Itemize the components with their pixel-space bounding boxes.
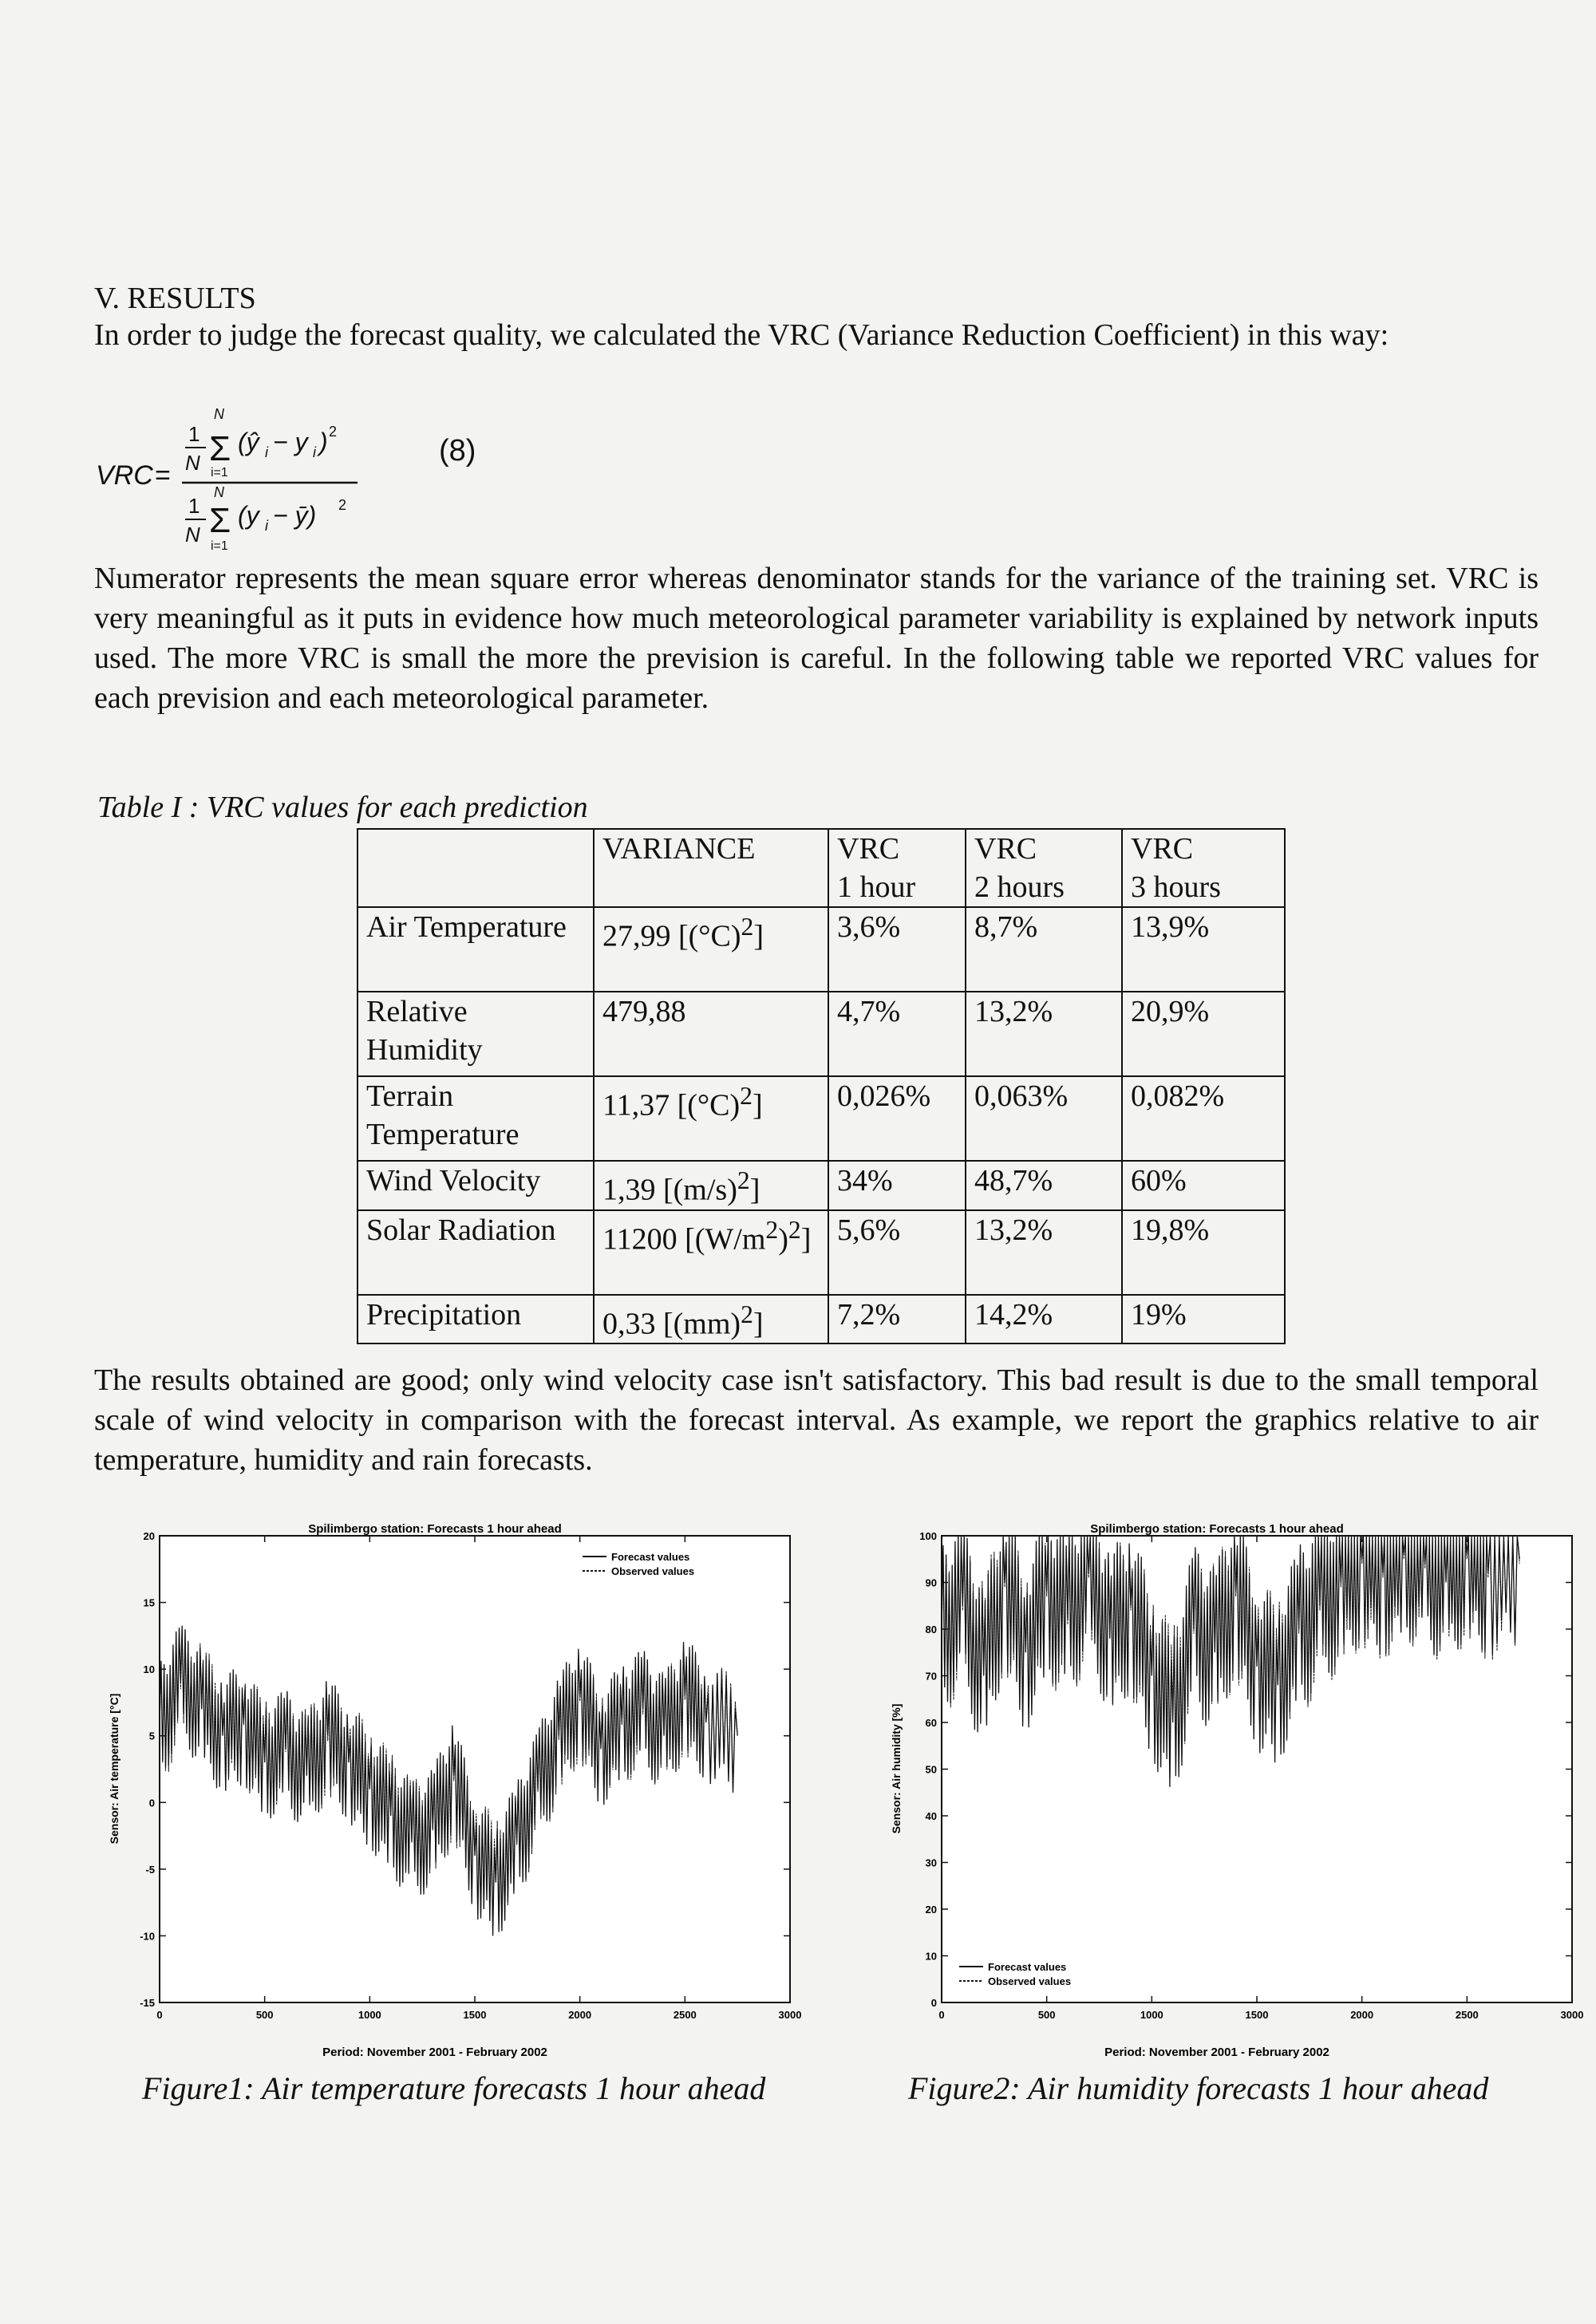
formula-equals: = — [155, 460, 171, 491]
chart-xlabel: Period: November 2001 - February 2002 — [322, 2046, 547, 2059]
svg-text:): ) — [319, 428, 328, 456]
svg-text:(y: (y — [238, 501, 259, 530]
x-tick-label: 2500 — [1455, 2009, 1479, 2021]
discussion-paragraph: Numerator represents the mean square error whereas denominator stands for the variance of the training set. VRC is very meaningful as it puts in evidence how much meteorological parameter variability is explained by network inputs used. The more VRC is small the more the prevision is careful. In the following table we reported VRC values for each prevision and each meteorological parameter. — [94, 562, 1539, 715]
x-tick-label: 3000 — [1560, 2009, 1584, 2021]
header-vrc-2h: VRC 2 hours — [966, 829, 1122, 907]
svg-text:N: N — [185, 523, 200, 546]
param-cell: Wind Velocity — [358, 1161, 594, 1210]
svg-text:i=1: i=1 — [211, 539, 228, 553]
y-tick-label: -10 — [140, 1930, 155, 1943]
y-tick-label: 100 — [919, 1530, 937, 1542]
chart-xlabel: Period: November 2001 - February 2002 — [1104, 2046, 1329, 2059]
y-tick-label: 10 — [925, 1950, 937, 1963]
svg-text:1: 1 — [188, 422, 200, 446]
header-variance: VARIANCE — [594, 829, 828, 907]
vrc-2h-cell: 0,063% — [966, 1076, 1122, 1161]
header-vrc-1h: VRC 1 hour — [828, 829, 966, 907]
vrc-1h-cell: 7,2% — [828, 1295, 966, 1344]
y-tick-label: 20 — [143, 1530, 155, 1542]
param-cell: Air Temperature — [358, 907, 594, 992]
table-row — [358, 1295, 1285, 1344]
y-tick-label: 40 — [925, 1810, 937, 1822]
x-tick-label: 0 — [938, 2009, 945, 2021]
vrc-1h-cell: 5,6% — [828, 1210, 966, 1295]
y-tick-label: 60 — [925, 1717, 937, 1729]
legend-forecast: Forecast values — [988, 1961, 1067, 1973]
header-vrc-3h: VRC 3 hours — [1122, 829, 1285, 907]
chart-title: Spilimbergo station: Forecasts 1 hour ahead — [308, 1522, 562, 1536]
equation-number: (8) — [439, 434, 476, 468]
vrc-2h-cell: 13,2% — [966, 1210, 1122, 1295]
vrc-3h-cell: 13,9% — [1122, 907, 1285, 992]
figure-caption-1: Figure1: Air temperature forecasts 1 hour ahead — [142, 2070, 766, 2106]
table-row — [358, 907, 1285, 992]
chart-title: Spilimbergo station: Forecasts 1 hour ahead — [1090, 1522, 1344, 1536]
variance-cell: 11200 $[(W/m^2)^2]$ — [594, 1210, 828, 1295]
x-tick-label: 2000 — [1350, 2009, 1374, 2021]
legend-observed: Observed values — [988, 1975, 1072, 1987]
variance-cell: 479,88 — [594, 992, 828, 1076]
vrc-1h-cell: 3,6% — [828, 907, 966, 992]
x-tick-label: 500 — [1037, 2009, 1056, 2021]
y-tick-label: 70 — [925, 1670, 937, 1683]
y-tick-label: 15 — [143, 1596, 155, 1609]
svg-text:(ŷ: (ŷ — [238, 428, 259, 456]
vrc-formula — [94, 403, 573, 554]
vrc-1h-cell: 4,7% — [828, 992, 966, 1076]
variance-cell: 27,99 $[(^\circ C)^2]$ — [594, 907, 828, 992]
plot-frame — [942, 1536, 1572, 2002]
svg-text:i=1: i=1 — [211, 466, 228, 479]
svg-text:− ȳ): − ȳ) — [273, 501, 317, 530]
y-tick-label: -5 — [145, 1863, 155, 1876]
vrc-3h-cell: 19,8% — [1122, 1210, 1285, 1295]
svg-text:− y: − y — [273, 428, 308, 456]
x-tick-label: 1500 — [1245, 2009, 1269, 2021]
param-cell: Precipitation — [358, 1295, 594, 1344]
variance-cell: 11,37 $[(^\circ C)^2]$ — [594, 1076, 828, 1161]
svg-text:N: N — [214, 484, 224, 500]
x-tick-label: 3000 — [778, 2009, 802, 2021]
vrc-2h-cell: 8,7% — [966, 907, 1122, 992]
y-tick-label: 80 — [925, 1624, 937, 1635]
chart-ylabel: Sensor: Air humidity [%] — [890, 1703, 903, 1834]
variance-cell: 0,33 [(mm)$^2$] — [594, 1295, 828, 1344]
vrc-3h-cell: 60% — [1122, 1161, 1285, 1210]
table-row — [358, 1161, 1285, 1210]
header-empty-cell — [358, 829, 594, 907]
vrc-2h-cell: 48,7% — [966, 1161, 1122, 1210]
y-tick-label: 50 — [925, 1763, 937, 1776]
vrc-1h-cell: 34% — [828, 1161, 966, 1210]
x-tick-label: 500 — [255, 2009, 274, 2021]
results-paragraph: The results obtained are good; only wind velocity case isn't satisfactory. This bad result is due to the small temporal scale of wind velocity in comparison with the forecast interval. As example, we report the graphics relative to air temperature, humidity and rain forecasts. — [94, 1363, 1539, 1477]
svg-text:2: 2 — [338, 497, 347, 513]
vrc-3h-cell: 19% — [1122, 1295, 1285, 1344]
svg-text:1: 1 — [188, 494, 200, 518]
plot-frame — [160, 1536, 790, 2002]
y-tick-label: -15 — [140, 1997, 155, 2009]
svg-text:i: i — [265, 444, 268, 460]
variance-cell: 1,39 $[(m/s)^2]$ — [594, 1161, 828, 1210]
y-tick-label: 0 — [930, 1997, 937, 2009]
air-humidity-chart — [886, 1520, 1588, 2062]
x-tick-label: 0 — [156, 2009, 163, 2021]
x-tick-label: 1500 — [463, 2009, 487, 2021]
x-tick-label: 2000 — [568, 2009, 592, 2021]
table-row — [358, 1076, 1285, 1161]
svg-text:N: N — [214, 406, 224, 422]
y-tick-label: 10 — [143, 1663, 155, 1676]
svg-text:Σ: Σ — [209, 501, 231, 540]
svg-text:i: i — [265, 518, 268, 534]
vrc-2h-cell: 13,2% — [966, 992, 1122, 1076]
vrc-3h-cell: 20,9% — [1122, 992, 1285, 1076]
intro-paragraph: In order to judge the forecast quality, we calculated the VRC (Variance Reduction Coefficient) in this way: — [94, 318, 1389, 352]
y-tick-label: 30 — [925, 1856, 937, 1869]
vrc-1h-cell: 0,026% — [828, 1076, 966, 1161]
x-tick-label: 1000 — [358, 2009, 381, 2021]
air-temperature-chart — [104, 1520, 806, 2062]
svg-text:N: N — [185, 451, 200, 475]
param-cell: Terrain Temperature — [358, 1076, 594, 1161]
vrc-table — [357, 828, 1286, 1344]
svg-text:Σ: Σ — [209, 429, 231, 468]
formula-lhs: VRC — [96, 460, 153, 491]
x-tick-label: 2500 — [673, 2009, 697, 2021]
legend-forecast: Forecast values — [611, 1551, 690, 1563]
legend-observed: Observed values — [611, 1565, 695, 1577]
section-heading: V. RESULTS — [94, 282, 256, 315]
x-tick-label: 1000 — [1140, 2009, 1163, 2021]
param-cell: Solar Radiation — [358, 1210, 594, 1295]
table-header-row — [358, 829, 1285, 907]
param-cell: Relative Humidity — [358, 992, 594, 1076]
y-tick-label: 0 — [148, 1797, 155, 1809]
table-caption: Table I : VRC values for each prediction — [97, 791, 588, 824]
figure-caption-2: Figure2: Air humidity forecasts 1 hour ahead — [908, 2070, 1489, 2106]
y-tick-label: 90 — [925, 1576, 937, 1589]
y-tick-label: 5 — [148, 1730, 155, 1742]
vrc-2h-cell: 14,2% — [966, 1295, 1122, 1344]
y-tick-label: 20 — [925, 1904, 937, 1916]
table-row — [358, 992, 1285, 1076]
vrc-3h-cell: 0,082% — [1122, 1076, 1285, 1161]
table-row — [358, 1210, 1285, 1295]
chart-ylabel: Sensor: Air temperature [°C] — [108, 1693, 120, 1845]
svg-text:i: i — [313, 444, 316, 460]
svg-text:2: 2 — [329, 424, 338, 440]
